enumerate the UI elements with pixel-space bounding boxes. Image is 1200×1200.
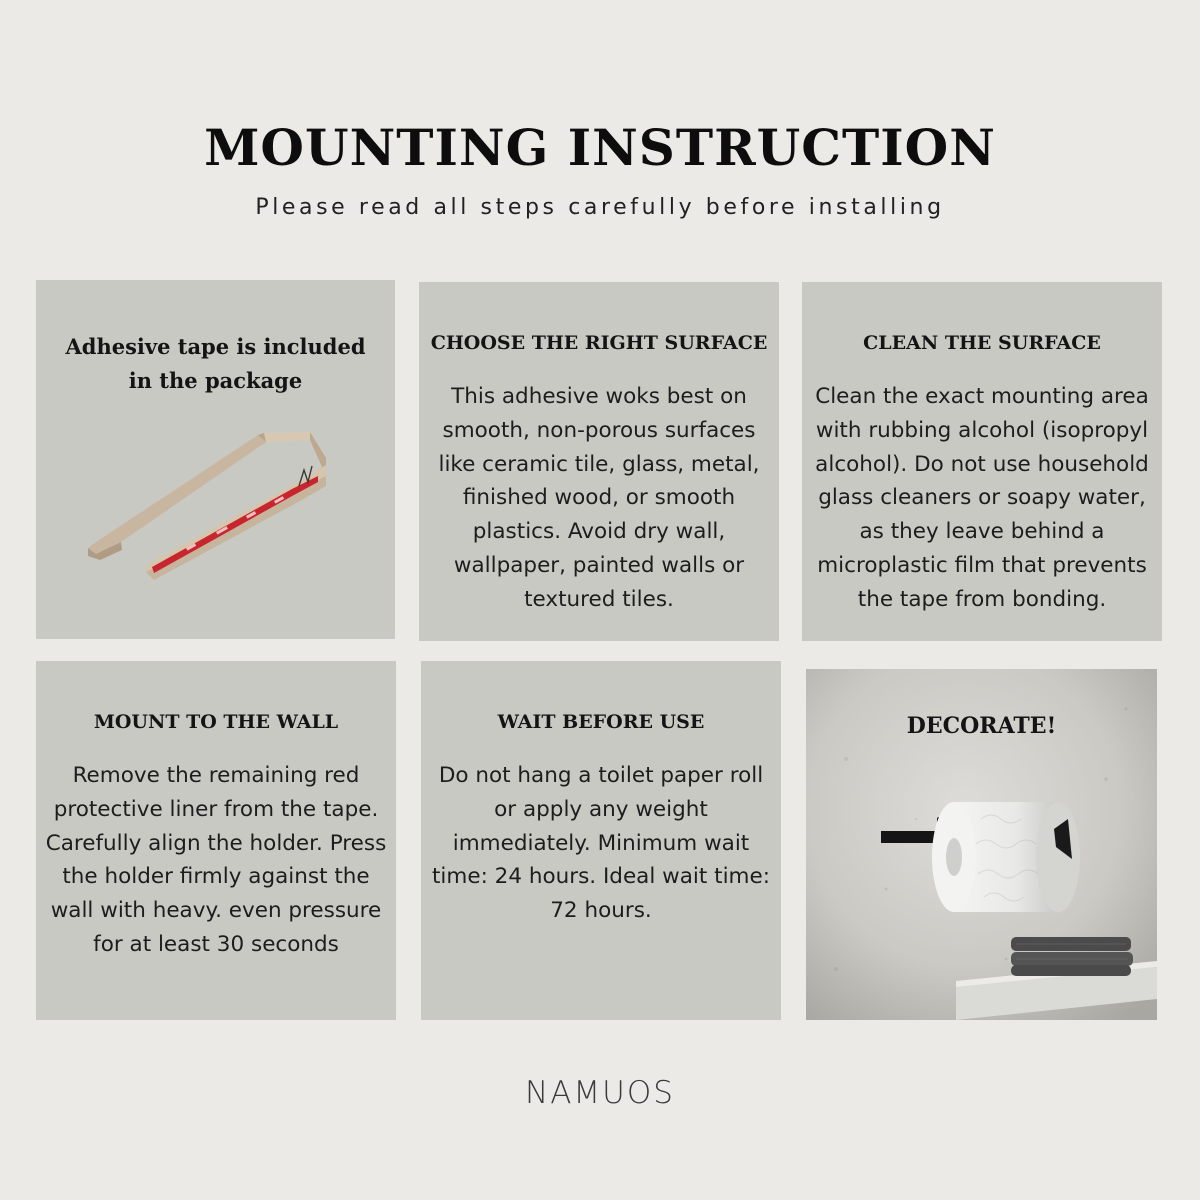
card-body [421,759,781,928]
body-line: Do not hang a toilet paper roll [438,763,764,788]
card-heading: CLEAN THE SURFACE [863,332,1101,354]
body-line: or apply any weight [494,796,708,822]
brand-logo: NAMUOS [525,1075,675,1111]
body-line: 72 hours. [550,898,652,924]
body-line: the tape from bonding. [857,586,1107,612]
body-line: the holder firmly against the [62,864,370,890]
card-heading: DECORATE! [906,713,1057,739]
card-choose-surface [419,282,779,641]
page-subtitle: Please read all steps carefully before installing [255,195,945,220]
adhesive-holder-illustration-icon [36,280,395,639]
body-line: This adhesive woks best on [451,384,747,409]
card-body [419,380,779,617]
body-line: glass cleaners or soapy water, [818,485,1146,511]
body-line: Remove the remaining red [72,763,360,788]
body-line: for at least 30 seconds [93,931,339,957]
card-body [36,759,396,962]
body-line: time: 24 hours. Ideal wait time: [432,864,770,890]
card-heading: WAIT BEFORE USE [497,711,705,733]
card-heading-line: Adhesive tape is included [65,334,366,359]
body-line: immediately. Minimum wait [452,830,750,856]
body-line: protective liner from the tape. [53,796,379,822]
body-line: as they leave behind a [859,519,1105,545]
card-mount-wall [36,661,396,1020]
page-title: MOUNTING INSTRUCTION [204,118,996,177]
body-line: Clean the exact mounting area [815,384,1149,409]
body-line: plastics. Avoid dry wall, [472,519,726,545]
card-heading: CHOOSE THE RIGHT SURFACE [430,332,768,354]
body-line: like ceramic tile, glass, metal, [438,451,760,477]
card-clean-surface [802,282,1162,641]
body-line: wall with heavy. even pressure [50,898,382,924]
body-line: microplastic film that prevents [817,552,1147,578]
body-line: alcohol). Do not use household [815,451,1149,477]
body-line: Carefully align the holder. Press [45,830,387,856]
card-decorate [806,669,1157,1020]
body-line: wallpaper, painted walls or [453,552,745,578]
card-heading-line: in the package [128,368,303,393]
body-line: finished wood, or smooth [462,485,736,511]
body-line: with rubbing alcohol (isopropyl [815,417,1149,443]
card-wait-before-use [421,661,781,1020]
card-body [802,380,1162,617]
body-line: textured tiles. [524,586,674,612]
card-adhesive-tape [36,280,395,639]
body-line: smooth, non-porous surfaces [442,417,756,443]
card-heading: MOUNT TO THE WALL [93,711,339,733]
